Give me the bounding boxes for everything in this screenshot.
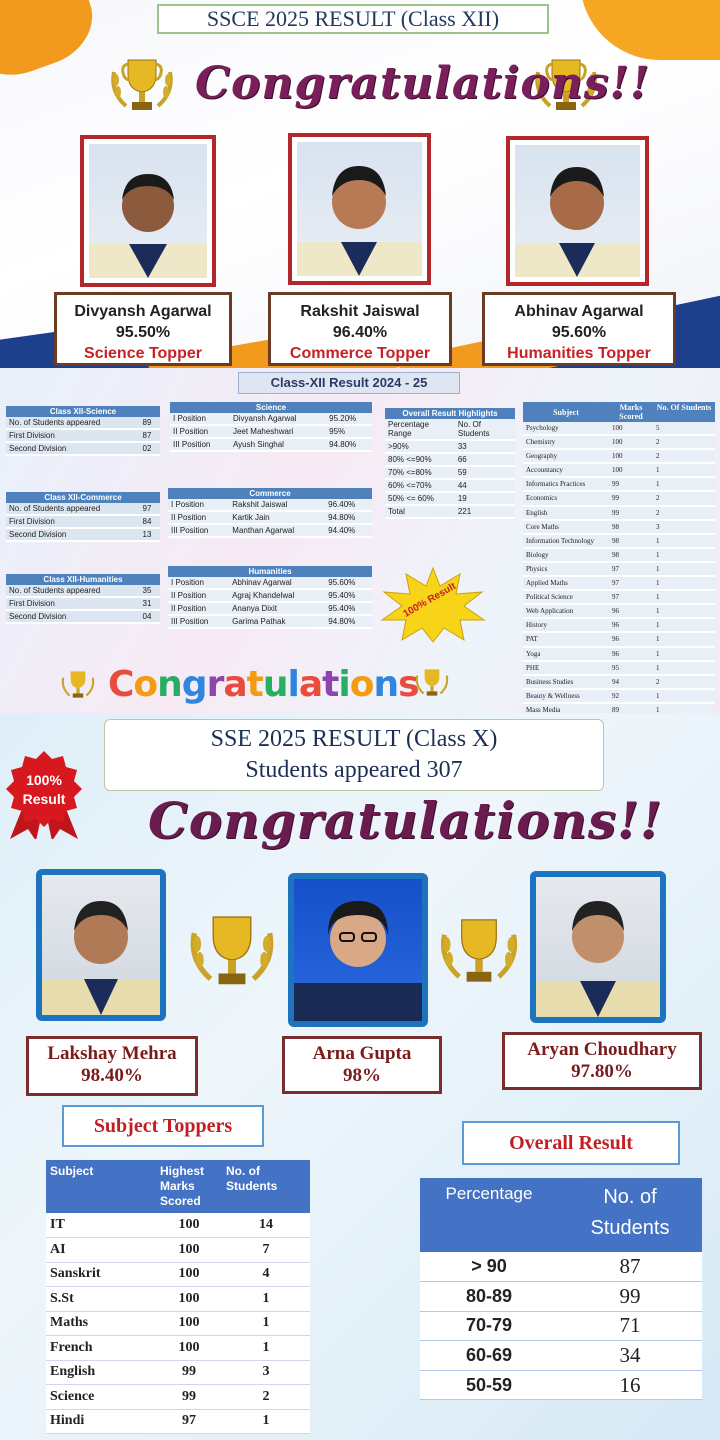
table-cell: II Position xyxy=(168,589,229,602)
table-cell: 100 xyxy=(156,1238,222,1263)
table-heading: Class XII-Commerce xyxy=(6,492,160,503)
topper-percentage: 95.50% xyxy=(115,324,171,341)
congratulations-letter: l xyxy=(287,664,299,705)
table-cell: 80-89 xyxy=(420,1282,558,1312)
topper-card xyxy=(54,292,232,366)
table-cell: 98 xyxy=(609,520,653,534)
table-cell: 99 xyxy=(156,1385,222,1410)
table-cell: Physics xyxy=(523,562,609,576)
table-heading: Percentage xyxy=(420,1178,558,1252)
overall-highlights-table xyxy=(385,408,515,519)
table-cell: Kartik Jain xyxy=(229,511,325,524)
table-cell: 1 xyxy=(653,534,715,548)
table-cell: 59 xyxy=(455,466,515,479)
table-cell: 89 xyxy=(609,703,653,713)
table-row xyxy=(523,632,715,646)
student-portrait xyxy=(536,877,660,1017)
table-cell: 60-69 xyxy=(420,1341,558,1371)
table-cell: 04 xyxy=(140,610,160,623)
table-row xyxy=(523,449,715,463)
trophy-icon xyxy=(180,909,284,995)
badge-text: Result xyxy=(22,791,66,807)
topper-name: Divyansh Agarwal xyxy=(74,303,212,320)
table-cell: 1 xyxy=(222,1409,310,1434)
table-cell: 1 xyxy=(653,562,715,576)
table-cell: 1 xyxy=(653,689,715,703)
congratulations-letter: s xyxy=(398,664,419,705)
table-cell: 1 xyxy=(653,604,715,618)
table-row xyxy=(523,477,715,491)
table-row xyxy=(523,647,715,661)
class-x-result-section xyxy=(0,713,720,1440)
table-cell: 97 xyxy=(609,576,653,590)
table-cell: 97 xyxy=(609,562,653,576)
table-cell: 2 xyxy=(653,506,715,520)
topper-title: Science Topper xyxy=(84,345,202,362)
subject-toppers-table xyxy=(46,1160,310,1434)
topper-title: Commerce Topper xyxy=(289,345,431,362)
congratulations-letter: a xyxy=(223,664,247,705)
table-row xyxy=(523,604,715,618)
table-row xyxy=(523,548,715,562)
table-cell: II Position xyxy=(168,602,229,615)
trophy-icon xyxy=(104,54,180,118)
table-cell: First Division xyxy=(6,429,140,442)
badge-text: 100% Result xyxy=(401,580,459,620)
subject-marks-table xyxy=(523,402,715,713)
table-heading: Subject xyxy=(46,1160,156,1213)
stream-table-commerce xyxy=(6,492,160,542)
table-cell: Psychology xyxy=(523,422,609,435)
table-cell: French xyxy=(46,1336,156,1361)
table-cell: 16 xyxy=(558,1370,702,1400)
trophy-icon xyxy=(432,909,526,995)
table-cell: 1 xyxy=(653,647,715,661)
congratulations-letter: t xyxy=(246,664,263,705)
table-cell: 4 xyxy=(222,1262,310,1287)
table-cell: 89 xyxy=(140,417,160,429)
result-rosette-icon xyxy=(2,749,86,839)
table-cell: Ayush Singhal xyxy=(230,438,326,451)
table-cell: Yoga xyxy=(523,647,609,661)
class-xii-result-section xyxy=(0,0,720,368)
table-cell: Jeet Maheshwari xyxy=(230,425,326,438)
table-cell: Geography xyxy=(523,449,609,463)
table-cell: 94.40% xyxy=(325,524,372,537)
table-cell: I Position xyxy=(168,577,229,589)
topper-card xyxy=(502,1032,702,1090)
table-cell: 2 xyxy=(653,449,715,463)
table-cell: 35 xyxy=(140,585,160,597)
student-portrait xyxy=(294,879,422,1021)
table-cell: 50% <= 60% xyxy=(385,492,455,505)
overall-result-rows xyxy=(420,1252,702,1400)
table-cell: Second Division xyxy=(6,442,140,455)
table-cell: 1 xyxy=(653,590,715,604)
table-cell: 2 xyxy=(653,435,715,449)
summary-title: Class-XII Result 2024 - 25 xyxy=(238,372,460,394)
table-cell: 98 xyxy=(609,534,653,548)
topper-photo xyxy=(288,873,428,1027)
table-row xyxy=(523,689,715,703)
table-cell: I Position xyxy=(168,499,229,511)
table-row xyxy=(523,422,715,435)
table-cell: 1 xyxy=(653,632,715,646)
table-cell: 99 xyxy=(609,506,653,520)
table-cell: 71 xyxy=(558,1311,702,1341)
trophy-icon xyxy=(412,664,452,702)
table-row xyxy=(523,576,715,590)
table-cell: Political Science xyxy=(523,590,609,604)
table-cell: No. of Students appeared xyxy=(6,503,140,515)
congratulations-letter: n xyxy=(373,664,399,705)
table-row xyxy=(420,1311,702,1341)
table-cell: Divyansh Agarwal xyxy=(230,413,326,425)
table-heading: No. of Students xyxy=(222,1160,310,1213)
table-row xyxy=(420,1370,702,1400)
table-cell: 100 xyxy=(156,1336,222,1361)
table-cell: III Position xyxy=(168,524,229,537)
class-xii-summary-section xyxy=(0,368,720,713)
topper-photo xyxy=(506,136,649,286)
table-cell: 97 xyxy=(156,1409,222,1434)
table-cell: S.St xyxy=(46,1287,156,1312)
class-x-title-text: SSE 2025 RESULT (Class X) xyxy=(210,726,498,752)
table-cell: 99 xyxy=(609,491,653,505)
topper-title: Humanities Topper xyxy=(507,345,651,362)
table-cell: Maths xyxy=(46,1311,156,1336)
congratulations-letter: a xyxy=(298,664,323,705)
table-cell: Biology xyxy=(523,548,609,562)
table-cell: 92 xyxy=(609,689,653,703)
table-cell: 1 xyxy=(653,703,715,713)
table-heading: Class XII-Science xyxy=(6,406,160,417)
table-cell: IT xyxy=(46,1213,156,1238)
table-cell: Second Division xyxy=(6,610,140,623)
table-heading: Class XII-Humanities xyxy=(6,574,160,585)
table-cell: 96 xyxy=(609,632,653,646)
orange-decoration xyxy=(580,0,720,60)
table-cell: Chemistry xyxy=(523,435,609,449)
table-cell: Business Studies xyxy=(523,675,609,689)
table-cell: 95.20% xyxy=(326,413,372,425)
table-cell: 98 xyxy=(609,548,653,562)
topper-card xyxy=(482,292,676,366)
table-cell: Mass Media xyxy=(523,703,609,713)
table-cell: AI xyxy=(46,1238,156,1263)
table-heading: Science xyxy=(170,402,372,413)
table-cell: History xyxy=(523,618,609,632)
table-cell: 100 xyxy=(609,463,653,477)
table-cell: 44 xyxy=(455,479,515,492)
table-cell: 3 xyxy=(222,1360,310,1385)
table-cell: > 90 xyxy=(420,1252,558,1282)
congratulations-letter: t xyxy=(322,664,339,705)
congratulations-letter: o xyxy=(133,664,158,705)
table-cell: 1 xyxy=(222,1336,310,1361)
table-cell: Hindi xyxy=(46,1409,156,1434)
table-cell: 19 xyxy=(455,492,515,505)
table-row xyxy=(523,491,715,505)
table-cell: 2 xyxy=(222,1385,310,1410)
table-cell: Agraj Khandelwal xyxy=(229,589,325,602)
table-cell: PHE xyxy=(523,661,609,675)
topper-name: Lakshay Mehra xyxy=(47,1043,177,1064)
table-cell: Accountancy xyxy=(523,463,609,477)
table-cell: 1 xyxy=(222,1311,310,1336)
table-cell: 87 xyxy=(140,429,160,442)
position-table-commerce xyxy=(168,488,372,538)
table-cell: No. of Students appeared xyxy=(6,417,140,429)
congratulations-heading: Congratulations!! xyxy=(195,58,651,109)
table-cell: I Position xyxy=(170,413,230,425)
table-row xyxy=(420,1252,702,1282)
topper-percentage: 97.80% xyxy=(571,1061,633,1082)
table-heading: Commerce xyxy=(168,488,372,499)
table-cell: Second Division xyxy=(6,528,140,541)
topper-percentage: 96.40% xyxy=(332,324,388,341)
table-cell: 5 xyxy=(653,422,715,435)
table-cell: English xyxy=(523,506,609,520)
congratulations-letter: o xyxy=(349,664,374,705)
table-cell: 100 xyxy=(156,1287,222,1312)
table-cell: 1 xyxy=(653,463,715,477)
congratulations-letter: C xyxy=(108,664,134,705)
table-cell: English xyxy=(46,1360,156,1385)
position-table-humanities xyxy=(168,566,372,629)
table-cell: 1 xyxy=(653,576,715,590)
table-cell: 94 xyxy=(609,675,653,689)
topper-card xyxy=(282,1036,442,1094)
table-row xyxy=(523,435,715,449)
class-x-title xyxy=(104,719,604,791)
table-row xyxy=(46,1336,310,1361)
overall-result-heading: Overall Result xyxy=(462,1121,680,1165)
table-heading: Marks Scored xyxy=(609,402,653,422)
table-cell: Ananya Dixit xyxy=(229,602,325,615)
table-cell: Sanskrit xyxy=(46,1262,156,1287)
table-cell: 96 xyxy=(609,618,653,632)
table-cell: 94.80% xyxy=(325,511,372,524)
table-cell: Percentage Range xyxy=(385,419,455,440)
table-cell: 100 xyxy=(156,1213,222,1238)
table-cell: Applied Maths xyxy=(523,576,609,590)
table-heading: No. of Students xyxy=(558,1178,702,1252)
table-cell: 1 xyxy=(653,477,715,491)
topper-card xyxy=(26,1036,198,1096)
table-row xyxy=(46,1311,310,1336)
student-portrait xyxy=(89,144,207,278)
table-cell: 97 xyxy=(140,503,160,515)
congratulations-letter: n xyxy=(157,664,182,705)
table-cell: 99 xyxy=(558,1282,702,1312)
table-cell: 02 xyxy=(140,442,160,455)
table-cell: 96.40% xyxy=(325,499,372,511)
topper-photo xyxy=(530,871,666,1023)
table-cell: 66 xyxy=(455,453,515,466)
topper-percentage: 98% xyxy=(343,1065,381,1086)
table-cell: Web Application xyxy=(523,604,609,618)
table-row xyxy=(523,534,715,548)
table-row xyxy=(523,520,715,534)
table-cell: III Position xyxy=(170,438,230,451)
topper-card xyxy=(268,292,452,366)
table-cell: 95.40% xyxy=(325,602,372,615)
table-cell: 13 xyxy=(140,528,160,541)
topper-name: Aryan Choudhary xyxy=(527,1039,677,1060)
table-cell: 87 xyxy=(558,1252,702,1282)
table-cell: Total xyxy=(385,505,455,518)
table-cell: 96 xyxy=(609,647,653,661)
table-cell: >90% xyxy=(385,440,455,453)
table-row xyxy=(46,1360,310,1385)
congratulations-banner xyxy=(108,664,419,705)
table-cell: 3 xyxy=(653,520,715,534)
table-cell: First Division xyxy=(6,515,140,528)
table-cell: Information Technology xyxy=(523,534,609,548)
table-cell: Manthan Agarwal xyxy=(229,524,325,537)
subject-rows xyxy=(523,422,715,713)
table-cell: Abhinav Agarwal xyxy=(229,577,325,589)
stream-table-science xyxy=(6,406,160,456)
table-cell: 84 xyxy=(140,515,160,528)
table-cell: 96 xyxy=(609,604,653,618)
student-portrait xyxy=(42,875,160,1015)
table-row xyxy=(46,1213,310,1238)
topper-photo xyxy=(36,869,166,1021)
table-cell: No. Of Students xyxy=(455,419,515,440)
table-cell: 1 xyxy=(653,548,715,562)
table-cell: 95 xyxy=(609,661,653,675)
trophy-icon xyxy=(58,666,98,704)
table-cell: 2 xyxy=(653,675,715,689)
table-heading: Overall Result Highlights xyxy=(385,408,515,419)
position-table-science xyxy=(170,402,372,452)
table-cell: 100 xyxy=(156,1262,222,1287)
table-row xyxy=(523,703,715,713)
table-row xyxy=(523,463,715,477)
table-row xyxy=(523,675,715,689)
table-cell: 14 xyxy=(222,1213,310,1238)
table-cell: 50-59 xyxy=(420,1370,558,1400)
badge-text: 100% xyxy=(26,772,62,788)
table-cell: 1 xyxy=(653,661,715,675)
topper-name: Abhinav Agarwal xyxy=(514,303,644,320)
table-row xyxy=(420,1341,702,1371)
table-cell: Beauty & Wellness xyxy=(523,689,609,703)
table-cell: 1 xyxy=(222,1287,310,1312)
table-cell: II Position xyxy=(168,511,229,524)
table-cell: 99 xyxy=(156,1360,222,1385)
congratulations-letter: u xyxy=(262,664,288,705)
table-cell: 95.40% xyxy=(325,589,372,602)
table-cell: 100 xyxy=(609,422,653,435)
table-heading: Highest Marks Scored xyxy=(156,1160,222,1213)
congratulations-heading: Congratulations!! xyxy=(148,791,663,850)
table-cell: 60% <=70% xyxy=(385,479,455,492)
table-cell: First Division xyxy=(6,597,140,610)
topper-name: Rakshit Jaiswal xyxy=(300,303,420,320)
table-cell: Garima Pathak xyxy=(229,615,325,628)
table-heading: No. Of Students xyxy=(653,402,715,422)
table-cell: 2 xyxy=(653,491,715,505)
table-row xyxy=(523,562,715,576)
table-row xyxy=(523,506,715,520)
table-cell: No. of Students appeared xyxy=(6,585,140,597)
table-row xyxy=(46,1287,310,1312)
table-row xyxy=(46,1262,310,1287)
table-cell: Core Maths xyxy=(523,520,609,534)
subject-topper-rows xyxy=(46,1213,310,1434)
subject-toppers-heading: Subject Toppers xyxy=(62,1105,264,1147)
students-appeared: Students appeared 307 xyxy=(245,757,463,783)
table-cell: Science xyxy=(46,1385,156,1410)
table-cell: 80% <=90% xyxy=(385,453,455,466)
topper-percentage: 98.40% xyxy=(81,1065,143,1086)
congratulations-letter: g xyxy=(181,664,207,705)
table-heading: Humanities xyxy=(168,566,372,577)
table-cell: Economics xyxy=(523,491,609,505)
orange-decoration xyxy=(0,0,105,89)
table-cell: 100 xyxy=(609,449,653,463)
table-row xyxy=(46,1238,310,1263)
table-cell: 95.60% xyxy=(325,577,372,589)
table-cell: Rakshit Jaiswal xyxy=(229,499,325,511)
table-row xyxy=(523,590,715,604)
overall-result-table xyxy=(420,1178,702,1400)
table-cell: 94.80% xyxy=(325,615,372,628)
congratulations-letter: i xyxy=(338,664,350,705)
student-portrait xyxy=(297,142,422,276)
table-cell: 100 xyxy=(156,1311,222,1336)
table-cell: 34 xyxy=(558,1341,702,1371)
table-cell: 7 xyxy=(222,1238,310,1263)
table-heading: Subject xyxy=(523,402,609,422)
table-cell: 31 xyxy=(140,597,160,610)
table-row xyxy=(46,1385,310,1410)
table-cell: 221 xyxy=(455,505,515,518)
table-cell: Informatics Practices xyxy=(523,477,609,491)
table-row xyxy=(523,618,715,632)
table-row xyxy=(523,661,715,675)
topper-percentage: 95.60% xyxy=(551,324,607,341)
topper-name: Arna Gupta xyxy=(312,1043,412,1064)
table-cell: 70% <=80% xyxy=(385,466,455,479)
stream-table-humanities xyxy=(6,574,160,624)
table-cell: 33 xyxy=(455,440,515,453)
table-cell: II Position xyxy=(170,425,230,438)
topper-photo xyxy=(80,135,216,287)
table-cell: 100 xyxy=(609,435,653,449)
table-cell: PAT xyxy=(523,632,609,646)
table-cell: 99 xyxy=(609,477,653,491)
congratulations-letter: r xyxy=(206,664,224,705)
table-row xyxy=(420,1282,702,1312)
topper-photo xyxy=(288,133,431,285)
table-row xyxy=(46,1409,310,1434)
student-portrait xyxy=(515,145,640,277)
table-cell: 97 xyxy=(609,590,653,604)
table-cell: III Position xyxy=(168,615,229,628)
table-cell: 70-79 xyxy=(420,1311,558,1341)
table-cell: 94.80% xyxy=(326,438,372,451)
table-cell: 1 xyxy=(653,618,715,632)
table-cell: 95% xyxy=(326,425,372,438)
class-xii-title: SSCE 2025 RESULT (Class XII) xyxy=(157,4,549,34)
result-starburst-icon xyxy=(378,566,488,644)
